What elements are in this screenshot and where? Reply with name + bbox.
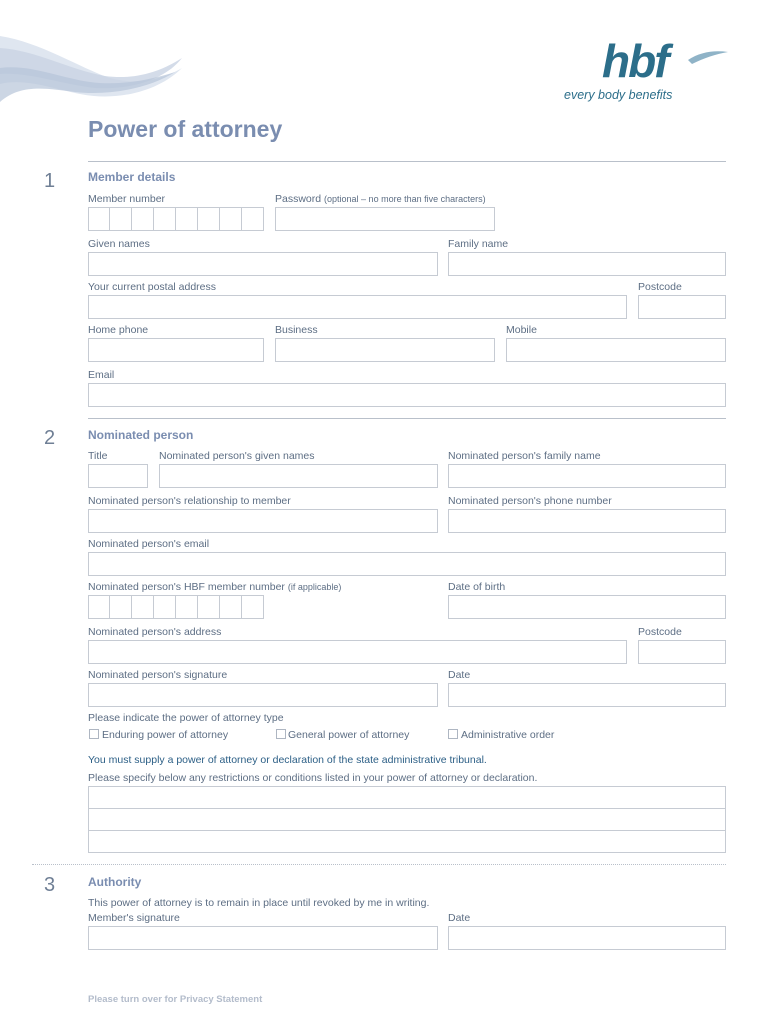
title-field[interactable] <box>88 464 148 488</box>
mobile-label: Mobile <box>506 324 537 336</box>
nominee-email-field[interactable] <box>88 552 726 576</box>
section-2-rule <box>88 418 726 419</box>
hbf-member-number-label-text: Nominated person's HBF member number <box>88 581 285 593</box>
family-name-label: Family name <box>448 238 509 250</box>
nominee-address-field[interactable] <box>88 640 627 664</box>
section-1-number: 1 <box>44 170 56 192</box>
general-checkbox[interactable] <box>276 729 286 739</box>
hbf-logo <box>564 35 730 108</box>
business-phone-field[interactable] <box>275 338 495 362</box>
family-name-field[interactable] <box>448 252 726 276</box>
poa-type-prompt: Please indicate the power of attorney type <box>88 712 284 724</box>
nominee-family-name-label: Nominated person's family name <box>448 450 601 462</box>
email-label: Email <box>88 369 115 381</box>
nominee-postcode-field[interactable] <box>638 640 726 664</box>
enduring-label: Enduring power of attorney <box>102 729 229 741</box>
section-3-number: 3 <box>44 874 56 896</box>
nominee-email-label: Nominated person's email <box>88 538 210 550</box>
administrative-checkbox[interactable] <box>448 729 458 739</box>
email-field[interactable] <box>88 383 726 407</box>
postal-address-label: Your current postal address <box>88 281 217 293</box>
member-signature-field[interactable] <box>88 926 438 950</box>
nominee-given-names-label: Nominated person's given names <box>159 450 315 462</box>
title-label: Title <box>88 450 108 462</box>
nominee-given-names-field[interactable] <box>159 464 438 488</box>
member-number-label: Member number <box>88 193 166 205</box>
page-title: Power of attorney <box>88 116 283 142</box>
dob-label: Date of birth <box>448 581 506 593</box>
dob-field[interactable] <box>448 595 726 619</box>
administrative-label: Administrative order <box>461 729 555 741</box>
section-3-title: Authority <box>88 875 142 889</box>
nominee-family-name-field[interactable] <box>448 464 726 488</box>
nominee-postcode-label: Postcode <box>638 626 682 638</box>
nominee-phone-field[interactable] <box>448 509 726 533</box>
member-number-field[interactable] <box>88 207 264 231</box>
restrictions-line-3[interactable] <box>88 830 726 853</box>
section-2-number: 2 <box>44 427 56 449</box>
given-names-field[interactable] <box>88 252 438 276</box>
specify-instructions: Please specify below any restrictions or conditions listed in your power of attorney or declaration. <box>88 772 538 784</box>
footer-note: Please turn over for Privacy Statement <box>88 994 263 1005</box>
general-label: General power of attorney <box>288 729 410 741</box>
section-3-rule <box>32 864 726 865</box>
nominee-address-label: Nominated person's address <box>88 626 222 638</box>
nominee-phone-label: Nominated person's phone number <box>448 495 612 507</box>
nominee-date-field[interactable] <box>448 683 726 707</box>
business-label: Business <box>275 324 318 336</box>
mobile-field[interactable] <box>506 338 726 362</box>
password-field[interactable] <box>275 207 495 231</box>
postcode-field[interactable] <box>638 295 726 319</box>
hbf-tagline: every body benefits <box>564 88 673 102</box>
password-label-text: Password <box>275 193 322 205</box>
password-note: (optional – no more than five characters) <box>324 194 486 204</box>
nominee-date-label: Date <box>448 669 471 681</box>
nominee-signature-label: Nominated person's signature <box>88 669 228 681</box>
relationship-label: Nominated person's relationship to member <box>88 495 291 507</box>
authority-date-label: Date <box>448 912 471 924</box>
section-2-title: Nominated person <box>88 428 194 442</box>
home-phone-field[interactable] <box>88 338 264 362</box>
hbf-member-number-label <box>88 581 341 593</box>
section-1-rule <box>88 161 726 162</box>
postal-address-field[interactable] <box>88 295 627 319</box>
nominee-signature-field[interactable] <box>88 683 438 707</box>
hbf-logo-wordmark: hbf <box>602 35 668 87</box>
password-label <box>275 193 486 205</box>
relationship-field[interactable] <box>88 509 438 533</box>
restrictions-line-2[interactable] <box>88 808 726 831</box>
member-signature-label: Member's signature <box>88 912 180 924</box>
enduring-checkbox[interactable] <box>89 729 99 739</box>
restrictions-line-1[interactable] <box>88 786 726 809</box>
home-phone-label: Home phone <box>88 324 149 336</box>
section-1-title: Member details <box>88 170 176 184</box>
hbf-member-number-field[interactable] <box>88 595 264 619</box>
must-supply-notice: You must supply a power of attorney or declaration of the state administrative tribunal. <box>88 754 487 766</box>
hbf-member-number-note: (if applicable) <box>287 582 342 592</box>
given-names-label: Given names <box>88 238 150 250</box>
authority-statement: This power of attorney is to remain in place until revoked by me in writing. <box>88 897 430 909</box>
header-swoosh-graphic <box>0 28 190 108</box>
postcode-label: Postcode <box>638 281 682 293</box>
authority-date-field[interactable] <box>448 926 726 950</box>
logo-swoosh-icon <box>688 46 728 66</box>
